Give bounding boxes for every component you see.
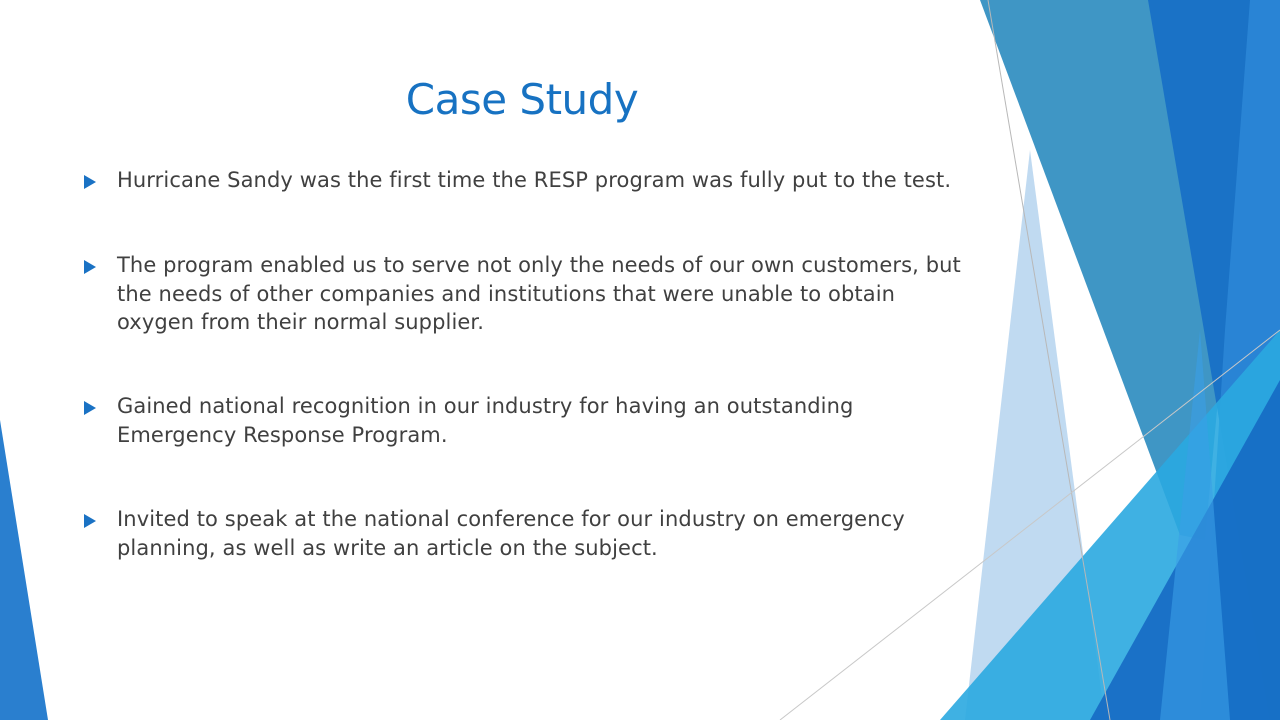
bullet-arrow-icon: [84, 514, 96, 528]
left-accent-shape: [0, 420, 48, 720]
bullet-arrow-icon: [84, 401, 96, 415]
bullet-arrow-icon: [84, 175, 96, 189]
bullet-text: The program enabled us to serve not only the needs of our own customers, but the needs of other companies and institutions that were unable to obtain oxygen from their normal supplier.: [117, 253, 961, 334]
slide-title: Case Study: [405, 75, 639, 124]
bullet-text: Gained national recognition in our industry for having an outstanding Emergency Response Program.: [117, 394, 854, 447]
bullet-text: Hurricane Sandy was the first time the RESP program was fully put to the test.: [117, 168, 952, 192]
bullet-arrow-icon: [84, 260, 96, 274]
bullet-text: Invited to speak at the national conference for our industry on emergency planning, as well as write an article on the subject.: [117, 507, 905, 560]
